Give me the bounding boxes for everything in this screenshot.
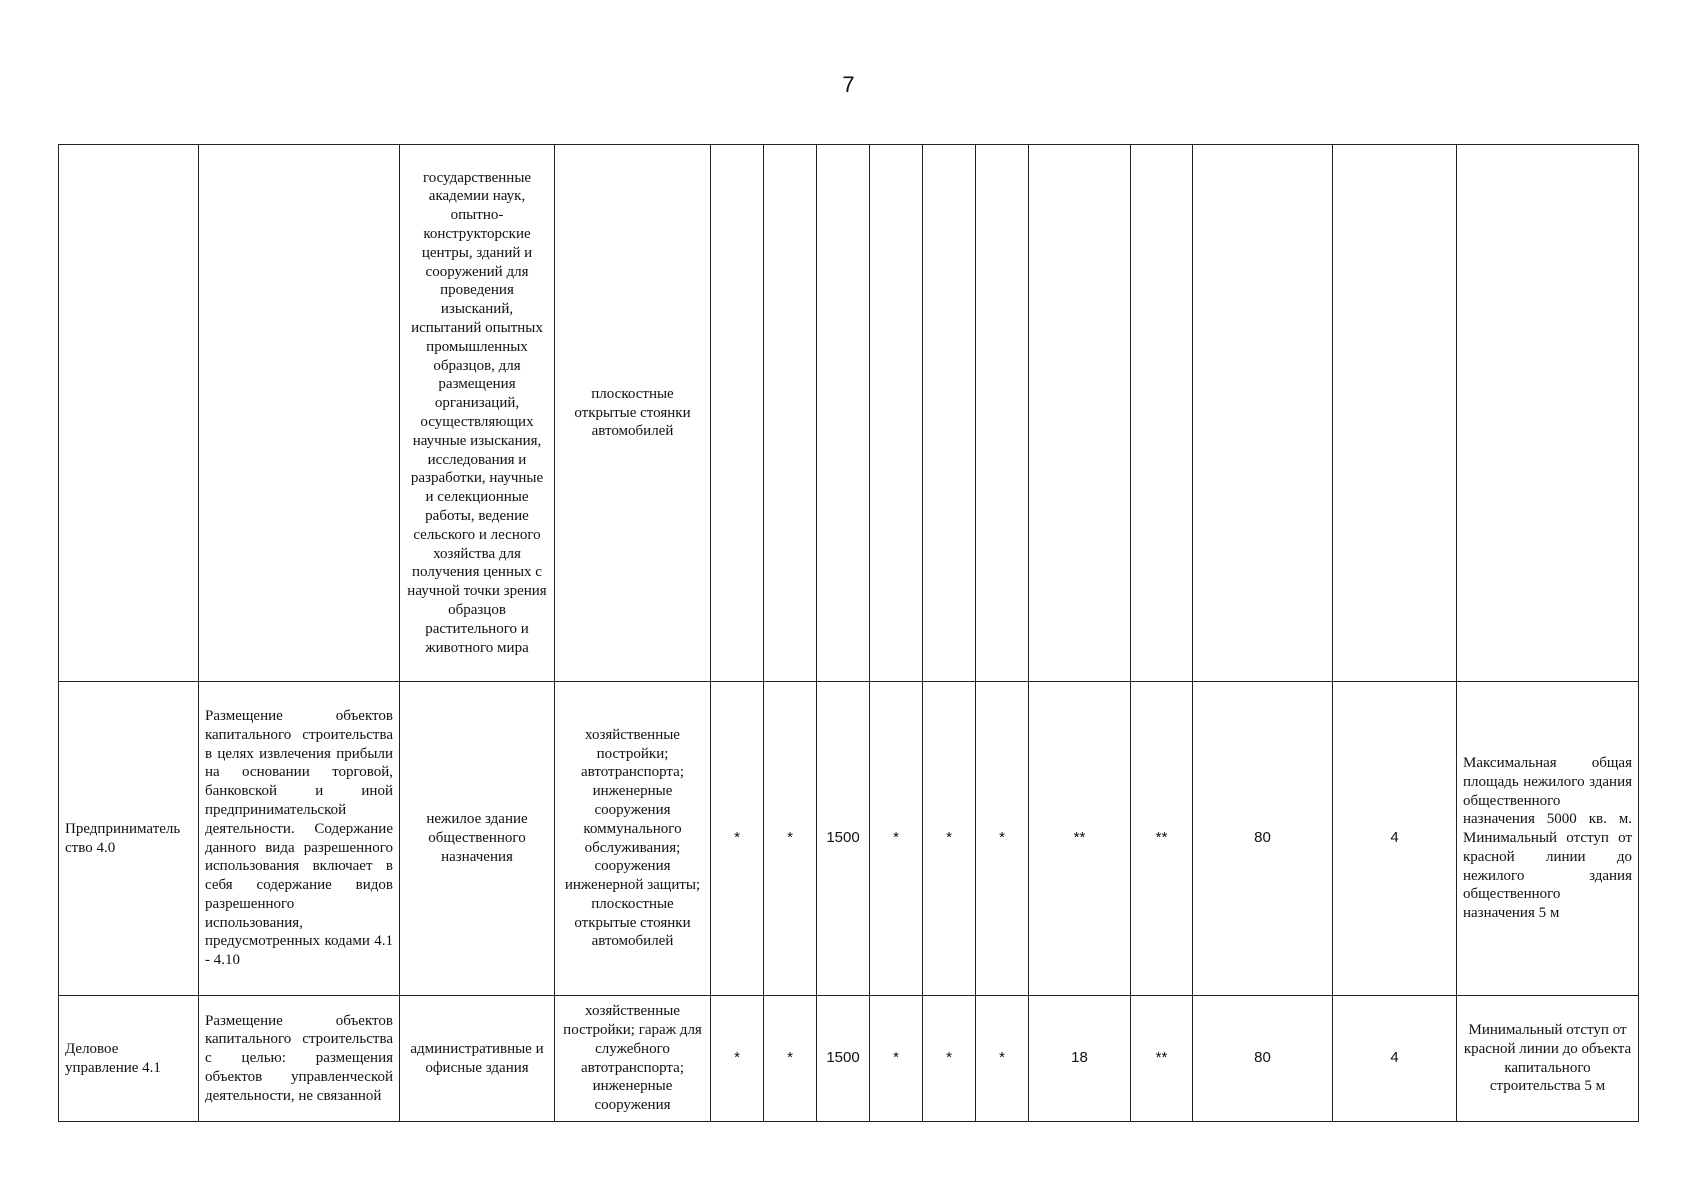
param-cell: 4 (1333, 682, 1457, 996)
param-cell (764, 145, 817, 682)
use-type-name: Деловое управление 4.1 (59, 996, 199, 1122)
param-cell: 1500 (817, 682, 870, 996)
param-cell: * (764, 996, 817, 1122)
param-cell (1193, 145, 1333, 682)
table-row (59, 682, 1639, 996)
param-cell: * (923, 682, 976, 996)
param-cell: 80 (1193, 996, 1333, 1122)
zoning-regulations-table (58, 144, 1639, 1122)
param-cell: * (870, 996, 923, 1122)
param-cell: 4 (1333, 996, 1457, 1122)
param-cell (1333, 145, 1457, 682)
param-cell (817, 145, 870, 682)
param-cell: 80 (1193, 682, 1333, 996)
param-cell: * (711, 996, 764, 1122)
notes-cell: Минимальный отступ от красной линии до объекта капитального строительства 5 м (1457, 996, 1639, 1122)
param-cell: * (976, 996, 1029, 1122)
auxiliary-use-cell: хозяйственные постройки; автотранспорта; инженерные сооружения коммунального обслуживания; сооружения инженерной защиты; плоскостные открытые стоянки автомобилей (555, 682, 711, 996)
table-row (59, 996, 1639, 1122)
page-number: 7 (842, 72, 855, 97)
use-type-description: Размещение объектов капитального строительства в целях извлечения прибыли на основании торговой, банковской и иной предпринимательской деятельности. Содержание данного вида разрешенного использования включает в себя содержание видов разрешенного использования, предусмотренных кодами 4.1 - 4.10 (199, 682, 400, 996)
param-cell: 1500 (817, 996, 870, 1122)
main-use-cell: административные и офисные здания (400, 996, 555, 1122)
param-cell: * (923, 996, 976, 1122)
param-cell: ** (1029, 682, 1131, 996)
param-cell: * (711, 682, 764, 996)
auxiliary-use-cell: хозяйственные постройки; гараж для служебного автотранспорта; инженерные сооружения (555, 996, 711, 1122)
main-use-cell: нежилое здание общественного назначения (400, 682, 555, 996)
use-type-name (59, 145, 199, 682)
param-cell (711, 145, 764, 682)
param-cell: * (764, 682, 817, 996)
notes-cell: Максимальная общая площадь нежилого здания общественного назначения 5000 кв. м. Минимальный отступ от красной линии до нежилого здания общественного назначения 5 м (1457, 682, 1639, 996)
param-cell: ** (1131, 996, 1193, 1122)
param-cell (1029, 145, 1131, 682)
param-cell: 18 (1029, 996, 1131, 1122)
use-type-name: Предприниматель ство 4.0 (59, 682, 199, 996)
param-cell (1131, 145, 1193, 682)
param-cell: * (976, 682, 1029, 996)
param-cell: ** (1131, 682, 1193, 996)
param-cell (870, 145, 923, 682)
use-type-description (199, 145, 400, 682)
param-cell (923, 145, 976, 682)
use-type-description: Размещение объектов капитального строительства с целью: размещения объектов управленческой деятельности, не связанной (199, 996, 400, 1122)
notes-cell (1457, 145, 1639, 682)
auxiliary-use-cell: плоскостные открытые стоянки автомобилей (555, 145, 711, 682)
param-cell: * (870, 682, 923, 996)
main-use-cell: государственные академии наук, опытно-конструкторские центры, зданий и сооружений для проведения изысканий, испытаний опытных промышленных образцов, для размещения организаций, осуществляющих научные изыскания, исследования и разработки, научные и селекционные работы, ведение сельского и лесного хозяйства для получения ценных с научной точки зрения образцов растительного и животного мира (400, 145, 555, 682)
table-row (59, 145, 1639, 682)
param-cell (976, 145, 1029, 682)
